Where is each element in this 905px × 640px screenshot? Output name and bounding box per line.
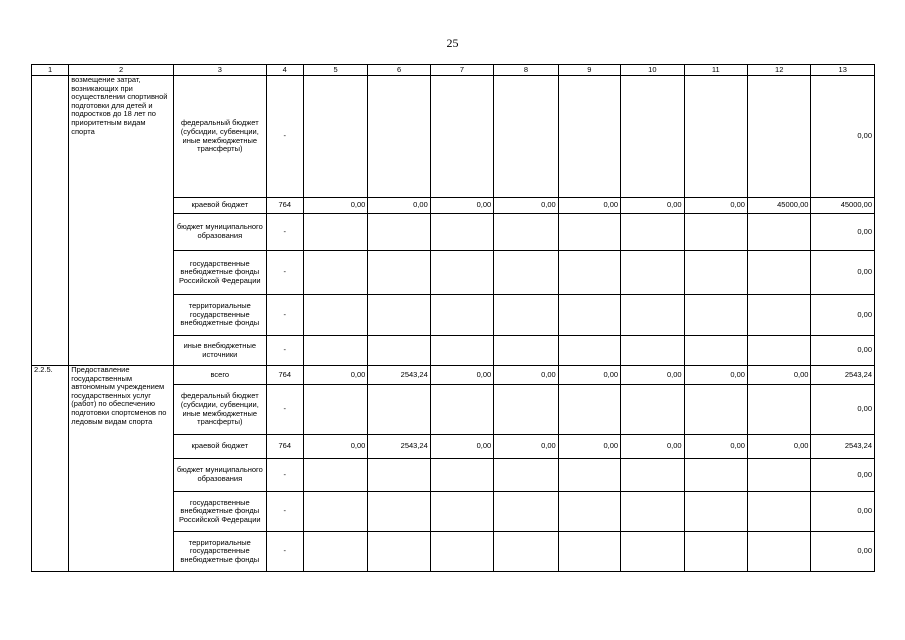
total-cell: 0,00 bbox=[811, 214, 875, 251]
value-cell bbox=[558, 532, 620, 572]
funding-source: всего bbox=[173, 366, 266, 385]
value-cell bbox=[303, 459, 367, 492]
value-cell bbox=[747, 336, 810, 366]
value-cell bbox=[747, 251, 810, 295]
value-cell bbox=[303, 295, 367, 336]
value-cell bbox=[558, 251, 620, 295]
kbk-code: - bbox=[266, 385, 303, 435]
table-body bbox=[32, 65, 875, 572]
funding-source: территориальные государственные внебюджетные фонды bbox=[173, 295, 266, 336]
value-cell bbox=[684, 459, 747, 492]
value-cell bbox=[494, 214, 558, 251]
value-cell bbox=[494, 295, 558, 336]
value-cell bbox=[430, 295, 493, 336]
funding-source: государственные внебюджетные фонды Российской Федерации bbox=[173, 492, 266, 532]
value-cell: 0,00 bbox=[747, 435, 810, 459]
value-cell bbox=[494, 336, 558, 366]
value-cell bbox=[747, 492, 810, 532]
total-cell: 45000,00 bbox=[811, 198, 875, 214]
header-cell: 11 bbox=[684, 65, 747, 76]
kbk-code: - bbox=[266, 76, 303, 198]
value-cell bbox=[621, 214, 684, 251]
header-cell: 5 bbox=[303, 65, 367, 76]
header-cell: 4 bbox=[266, 65, 303, 76]
table-row bbox=[32, 366, 875, 385]
total-cell: 0,00 bbox=[811, 336, 875, 366]
value-cell: 0,00 bbox=[430, 366, 493, 385]
value-cell bbox=[684, 385, 747, 435]
value-cell bbox=[684, 76, 747, 198]
value-cell bbox=[621, 385, 684, 435]
value-cell: 2543,24 bbox=[368, 366, 430, 385]
funding-source: краевой бюджет bbox=[173, 435, 266, 459]
value-cell bbox=[303, 76, 367, 198]
kbk-code: 764 bbox=[266, 366, 303, 385]
value-cell bbox=[430, 251, 493, 295]
value-cell bbox=[368, 336, 430, 366]
value-cell: 2543,24 bbox=[368, 435, 430, 459]
value-cell: 0,00 bbox=[621, 198, 684, 214]
value-cell: 0,00 bbox=[303, 366, 367, 385]
total-cell: 2543,24 bbox=[811, 435, 875, 459]
header-cell: 10 bbox=[621, 65, 684, 76]
value-cell bbox=[558, 214, 620, 251]
header-cell: 3 bbox=[173, 65, 266, 76]
value-cell: 0,00 bbox=[684, 366, 747, 385]
value-cell: 45000,00 bbox=[747, 198, 810, 214]
value-cell: 0,00 bbox=[621, 435, 684, 459]
value-cell: 0,00 bbox=[303, 198, 367, 214]
value-cell bbox=[368, 492, 430, 532]
value-cell bbox=[368, 251, 430, 295]
funding-source: бюджет муниципального образования bbox=[173, 214, 266, 251]
value-cell bbox=[621, 295, 684, 336]
header-cell: 6 bbox=[368, 65, 430, 76]
value-cell: 0,00 bbox=[494, 198, 558, 214]
item-code: 2.2.5. bbox=[32, 366, 69, 572]
value-cell bbox=[368, 295, 430, 336]
funding-source: иные внебюджетные источники bbox=[173, 336, 266, 366]
value-cell bbox=[747, 532, 810, 572]
funding-source: территориальные государственные внебюджетные фонды bbox=[173, 532, 266, 572]
value-cell bbox=[684, 251, 747, 295]
value-cell bbox=[684, 492, 747, 532]
value-cell bbox=[621, 336, 684, 366]
value-cell bbox=[430, 214, 493, 251]
total-cell: 0,00 bbox=[811, 532, 875, 572]
total-cell: 0,00 bbox=[811, 492, 875, 532]
item-description: возмещение затрат, возникающих при осуществлении спортивной подготовки для детей и подростков до 18 лет по приоритетным видам спорта bbox=[69, 76, 174, 366]
header-cell: 13 bbox=[811, 65, 875, 76]
value-cell bbox=[430, 76, 493, 198]
value-cell bbox=[684, 336, 747, 366]
total-cell: 2543,24 bbox=[811, 366, 875, 385]
kbk-code: - bbox=[266, 251, 303, 295]
funding-source: бюджет муниципального образования bbox=[173, 459, 266, 492]
value-cell: 0,00 bbox=[303, 435, 367, 459]
value-cell bbox=[303, 492, 367, 532]
header-cell: 9 bbox=[558, 65, 620, 76]
value-cell bbox=[747, 459, 810, 492]
kbk-code: - bbox=[266, 336, 303, 366]
value-cell: 0,00 bbox=[368, 198, 430, 214]
header-cell: 12 bbox=[747, 65, 810, 76]
value-cell bbox=[494, 492, 558, 532]
value-cell bbox=[558, 492, 620, 532]
value-cell bbox=[684, 214, 747, 251]
kbk-code: - bbox=[266, 214, 303, 251]
value-cell bbox=[621, 492, 684, 532]
value-cell bbox=[558, 295, 620, 336]
value-cell bbox=[747, 295, 810, 336]
value-cell bbox=[430, 532, 493, 572]
value-cell: 0,00 bbox=[430, 198, 493, 214]
value-cell bbox=[558, 336, 620, 366]
value-cell bbox=[303, 251, 367, 295]
kbk-code: 764 bbox=[266, 198, 303, 214]
total-cell: 0,00 bbox=[811, 385, 875, 435]
total-cell: 0,00 bbox=[811, 459, 875, 492]
value-cell bbox=[494, 251, 558, 295]
value-cell bbox=[684, 295, 747, 336]
header-cell: 2 bbox=[69, 65, 174, 76]
value-cell: 0,00 bbox=[621, 366, 684, 385]
total-cell: 0,00 bbox=[811, 76, 875, 198]
kbk-code: - bbox=[266, 459, 303, 492]
funding-source: краевой бюджет bbox=[173, 198, 266, 214]
value-cell: 0,00 bbox=[558, 198, 620, 214]
funding-source: государственные внебюджетные фонды Российской Федерации bbox=[173, 251, 266, 295]
value-cell bbox=[368, 76, 430, 198]
value-cell: 0,00 bbox=[494, 435, 558, 459]
value-cell bbox=[621, 459, 684, 492]
value-cell: 0,00 bbox=[684, 435, 747, 459]
total-cell: 0,00 bbox=[811, 295, 875, 336]
funding-source: федеральный бюджет (субсидии, субвенции, иные межбюджетные трансферты) bbox=[173, 385, 266, 435]
kbk-code: - bbox=[266, 295, 303, 336]
value-cell bbox=[494, 385, 558, 435]
kbk-code: - bbox=[266, 492, 303, 532]
value-cell bbox=[558, 76, 620, 198]
value-cell bbox=[368, 459, 430, 492]
page-number: 25 bbox=[446, 36, 459, 50]
header-cell: 8 bbox=[494, 65, 558, 76]
value-cell bbox=[494, 76, 558, 198]
value-cell bbox=[747, 76, 810, 198]
value-cell bbox=[494, 459, 558, 492]
value-cell bbox=[303, 214, 367, 251]
value-cell bbox=[368, 532, 430, 572]
value-cell bbox=[368, 385, 430, 435]
header-row bbox=[32, 65, 875, 76]
value-cell bbox=[684, 532, 747, 572]
value-cell bbox=[303, 532, 367, 572]
value-cell bbox=[621, 251, 684, 295]
value-cell bbox=[621, 76, 684, 198]
value-cell: 0,00 bbox=[558, 435, 620, 459]
value-cell bbox=[430, 459, 493, 492]
kbk-code: - bbox=[266, 532, 303, 572]
budget-table bbox=[31, 64, 875, 572]
value-cell bbox=[430, 385, 493, 435]
value-cell bbox=[747, 385, 810, 435]
value-cell bbox=[303, 336, 367, 366]
value-cell bbox=[303, 385, 367, 435]
value-cell bbox=[368, 214, 430, 251]
kbk-code: 764 bbox=[266, 435, 303, 459]
value-cell: 0,00 bbox=[747, 366, 810, 385]
value-cell bbox=[558, 385, 620, 435]
total-cell: 0,00 bbox=[811, 251, 875, 295]
value-cell bbox=[494, 532, 558, 572]
table-row bbox=[32, 76, 875, 198]
value-cell bbox=[621, 532, 684, 572]
value-cell: 0,00 bbox=[494, 366, 558, 385]
value-cell bbox=[430, 336, 493, 366]
value-cell: 0,00 bbox=[684, 198, 747, 214]
header-cell: 7 bbox=[430, 65, 493, 76]
value-cell: 0,00 bbox=[558, 366, 620, 385]
item-code bbox=[32, 76, 69, 366]
value-cell bbox=[747, 214, 810, 251]
value-cell bbox=[430, 492, 493, 532]
funding-source: федеральный бюджет (субсидии, субвенции, иные межбюджетные трансферты) bbox=[173, 76, 266, 198]
header-cell: 1 bbox=[32, 65, 69, 76]
value-cell bbox=[558, 459, 620, 492]
item-description: Предоставление государственным автономным учреждением государственных услуг (работ) по обеспечению подготовки спортсменов по ледовым видам спорта bbox=[69, 366, 174, 572]
value-cell: 0,00 bbox=[430, 435, 493, 459]
